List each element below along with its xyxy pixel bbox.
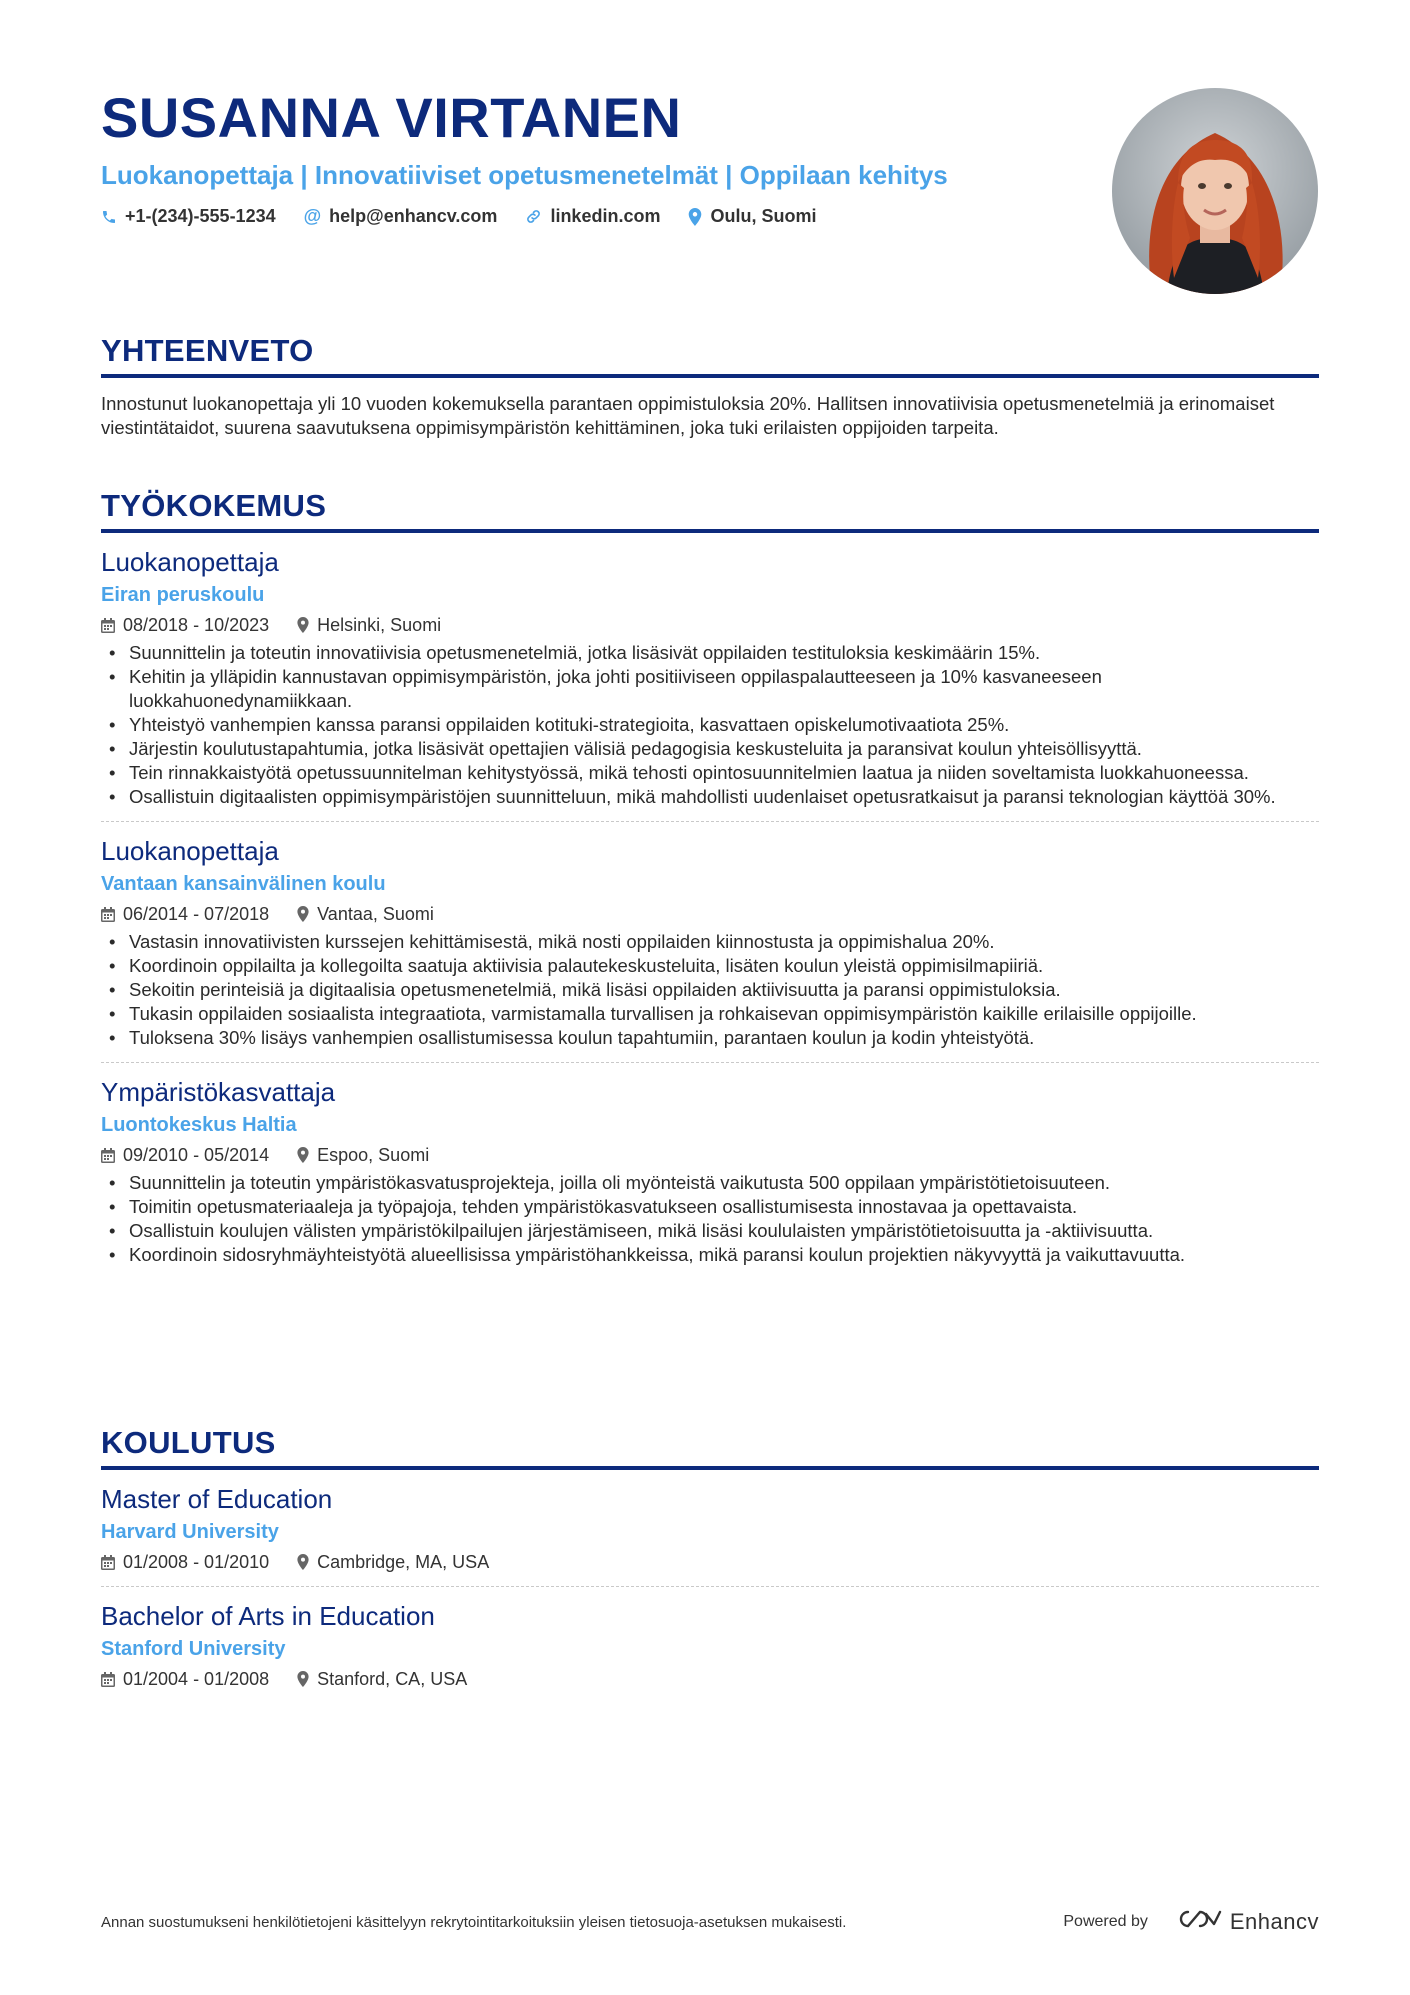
candidate-headline: Luokanopettaja | Innovatiiviset opetusmenetelmät | Oppilaan kehitys — [101, 160, 948, 190]
education-heading: KOULUTUS — [101, 1424, 1319, 1470]
location-text: Stanford, CA, USA — [317, 1669, 468, 1689]
job-dates — [101, 613, 269, 637]
calendar-icon — [101, 1672, 115, 1687]
calendar-icon — [101, 1555, 115, 1570]
location-pin-icon — [297, 1671, 309, 1687]
job-location — [297, 1143, 429, 1167]
location-text: Espoo, Suomi — [317, 1145, 430, 1165]
gdpr-consent-text: Annan suostumukseni henkilötietojeni käsittelyyn rekrytointitarkoituksiin yleisen tietosuoja-asetuksen mukaisesti. — [101, 1913, 847, 1931]
degree-title: Master of Education — [101, 1484, 333, 1514]
education-section — [101, 1424, 1319, 1691]
dates-text: 08/2018 - 10/2023 — [123, 615, 270, 635]
calendar-icon — [101, 907, 115, 922]
bullet-item: • Tuloksena 30% lisäys vanhempien osallistumisessa koulun tapahtumiin, parantaen koulun ja kodin yhteistyötä. — [101, 1026, 1319, 1050]
contact-linkedin[interactable] — [525, 206, 660, 227]
bullet-item: • Koordinoin oppilailta ja kollegoilta saatuja aktiivisia palautekeskusteluita, lisäten koulun yleistä oppimisilmapiiriä. — [101, 954, 1319, 978]
company-name: Eiran peruskoulu — [101, 584, 265, 606]
profile-photo — [1112, 88, 1318, 294]
job-location — [297, 613, 441, 637]
education-meta — [101, 1550, 1319, 1574]
contact-email[interactable] — [304, 206, 498, 227]
job-dates — [101, 1143, 269, 1167]
degree-title: Bachelor of Arts in Education — [101, 1601, 435, 1631]
contact-location — [688, 206, 816, 227]
bullet-item: • Yhteistyö vanhempien kanssa paransi oppilaiden kotituki-strategioita, kasvattaen opiskelumotivaatiota 25%. — [101, 713, 1319, 737]
job-meta — [101, 613, 1319, 637]
enhancv-logo-icon — [1176, 1908, 1222, 1936]
job-meta — [101, 902, 1319, 926]
location-text: Helsinki, Suomi — [317, 615, 442, 635]
dates-text: 09/2010 - 05/2014 — [123, 1145, 270, 1165]
job-bullets — [101, 930, 1319, 1050]
bullet-item: • Suunnittelin ja toteutin ympäristökasvatusprojekteja, joilla oli myönteistä vaikutusta 500 oppilaan ympäristötietoisuuteen. — [101, 1171, 1319, 1195]
bullet-item: • Koordinoin sidosryhmäyhteistyötä alueellisissa ympäristöhankkeissa, mikä paransi koulun projektien näkyvyyttä ja vaikuttavuutta. — [101, 1243, 1319, 1267]
education-location — [297, 1550, 489, 1574]
education-dates — [101, 1667, 269, 1691]
experience-heading: TYÖKOKEMUS — [101, 487, 1319, 533]
job-entry — [101, 1075, 1319, 1267]
job-entry — [101, 545, 1319, 822]
education-entry — [101, 1482, 1319, 1587]
enhancv-logo[interactable] — [1176, 1908, 1319, 1936]
resume-header — [101, 86, 1101, 227]
phone-text: +1-(234)-555-1234 — [125, 206, 276, 226]
email-text: help@enhancv.com — [329, 206, 498, 226]
bullet-item: • Vastasin innovatiivisten kurssejen kehittämisestä, mikä nosti oppilaiden kiinnostusta ja oppimishalua 20%. — [101, 930, 1319, 954]
phone-icon — [101, 209, 117, 225]
location-pin-icon — [297, 1554, 309, 1570]
bullet-item: • Järjestin koulutustapahtumia, jotka lisäsivät opettajien välisiä pedagogisia keskusteluita ja paransivat koulun yhteisöllisyyttä. — [101, 737, 1319, 761]
company-name: Luontokeskus Haltia — [101, 1114, 297, 1136]
location-pin-icon — [297, 906, 309, 922]
bullet-item: • Tein rinnakkaistyötä opetussuunnitelman kehitystyössä, mikä tehosti opintosuunnitelmien laatua ja niiden soveltamista luokkahuoneessa. — [101, 761, 1319, 785]
job-title: Ympäristökasvattaja — [101, 1077, 336, 1107]
at-sign-icon: @ — [303, 206, 322, 226]
job-dates — [101, 902, 269, 926]
bullet-item: • Toimitin opetusmateriaaleja ja työpajoja, tehden ympäristökasvatukseen osallistumisesta innostavaa ja opettavaista. — [101, 1195, 1319, 1219]
bullet-item: • Kehitin ja ylläpidin kannustavan oppimisympäristön, joka johti positiiviseen oppilaspalautteeseen ja 10% kasvaneeseen luokkahuonedynamiikkaan. — [101, 665, 1319, 713]
contact-phone[interactable] — [101, 206, 276, 227]
job-bullets — [101, 641, 1319, 809]
candidate-name: SUSANNA VIRTANEN — [101, 86, 682, 149]
education-dates — [101, 1550, 269, 1574]
education-meta — [101, 1667, 1319, 1691]
link-icon — [525, 208, 542, 225]
dates-text: 01/2008 - 01/2010 — [123, 1552, 270, 1572]
location-pin-icon — [297, 617, 309, 633]
enhancv-wordmark: Enhancv — [1229, 1909, 1319, 1934]
calendar-icon — [101, 1148, 115, 1163]
bullet-item: • Suunnittelin ja toteutin innovatiivisia opetusmenetelmiä, jotka lisäsivät oppilaiden testituloksia keskimäärin 15%. — [101, 641, 1319, 665]
job-entry — [101, 834, 1319, 1063]
education-entry — [101, 1599, 1319, 1691]
company-name: Vantaan kansainvälinen koulu — [101, 873, 386, 895]
job-location — [297, 902, 434, 926]
powered-by-label: Powered by — [1063, 1913, 1148, 1930]
bullet-item: • Tukasin oppilaiden sosiaalista integraatiota, varmistamalla turvallisen ja rohkaisevan oppimisympäristön kaikille erilaisille oppijoille. — [101, 1002, 1319, 1026]
summary-section — [101, 332, 1319, 440]
calendar-icon — [101, 618, 115, 633]
education-location — [297, 1667, 467, 1691]
contact-row — [101, 206, 1101, 227]
bullet-item: • Osallistuin digitaalisten oppimisympäristöjen suunnitteluun, mikä mahdollisti uudenlaiset opetusratkaisut ja paransi teknologian käyttöä 30%. — [101, 785, 1319, 809]
bullet-item: • Sekoitin perinteisiä ja digitaalisia opetusmenetelmiä, mikä lisäsi oppilaiden aktiivisuutta ja paransi oppimistuloksia. — [101, 978, 1319, 1002]
job-title: Luokanopettaja — [101, 547, 279, 577]
school-name: Harvard University — [101, 1521, 279, 1543]
linkedin-text: linkedin.com — [550, 206, 661, 226]
powered-by — [1063, 1908, 1319, 1936]
dates-text: 01/2004 - 01/2008 — [123, 1669, 270, 1689]
location-pin-icon — [688, 208, 702, 226]
dates-text: 06/2014 - 07/2018 — [123, 904, 270, 924]
location-text: Vantaa, Suomi — [317, 904, 434, 924]
summary-text: Innostunut luokanopettaja yli 10 vuoden kokemuksella parantaen oppimistuloksia 20%. Hallitsen innovatiivisia opetusmenetelmiä ja erinomaiset viestintätaidot, suurena saavutuksena oppimisympäristön kehittäminen, joka tuki erilaisten oppijoiden tarpeita. — [101, 393, 1275, 438]
page-footer — [101, 1908, 1319, 1936]
job-meta — [101, 1143, 1319, 1167]
school-name: Stanford University — [101, 1638, 286, 1660]
summary-heading: YHTEENVETO — [101, 332, 1319, 378]
job-bullets — [101, 1171, 1319, 1267]
location-text: Cambridge, MA, USA — [317, 1552, 490, 1572]
location-text: Oulu, Suomi — [710, 206, 817, 226]
location-pin-icon — [297, 1147, 309, 1163]
job-title: Luokanopettaja — [101, 836, 279, 866]
bullet-item: • Osallistuin koulujen välisten ympäristökilpailujen järjestämiseen, mikä lisäsi koululaisten ympäristötietoisuutta ja -aktiivisuutta. — [101, 1219, 1319, 1243]
experience-section — [101, 487, 1319, 1267]
